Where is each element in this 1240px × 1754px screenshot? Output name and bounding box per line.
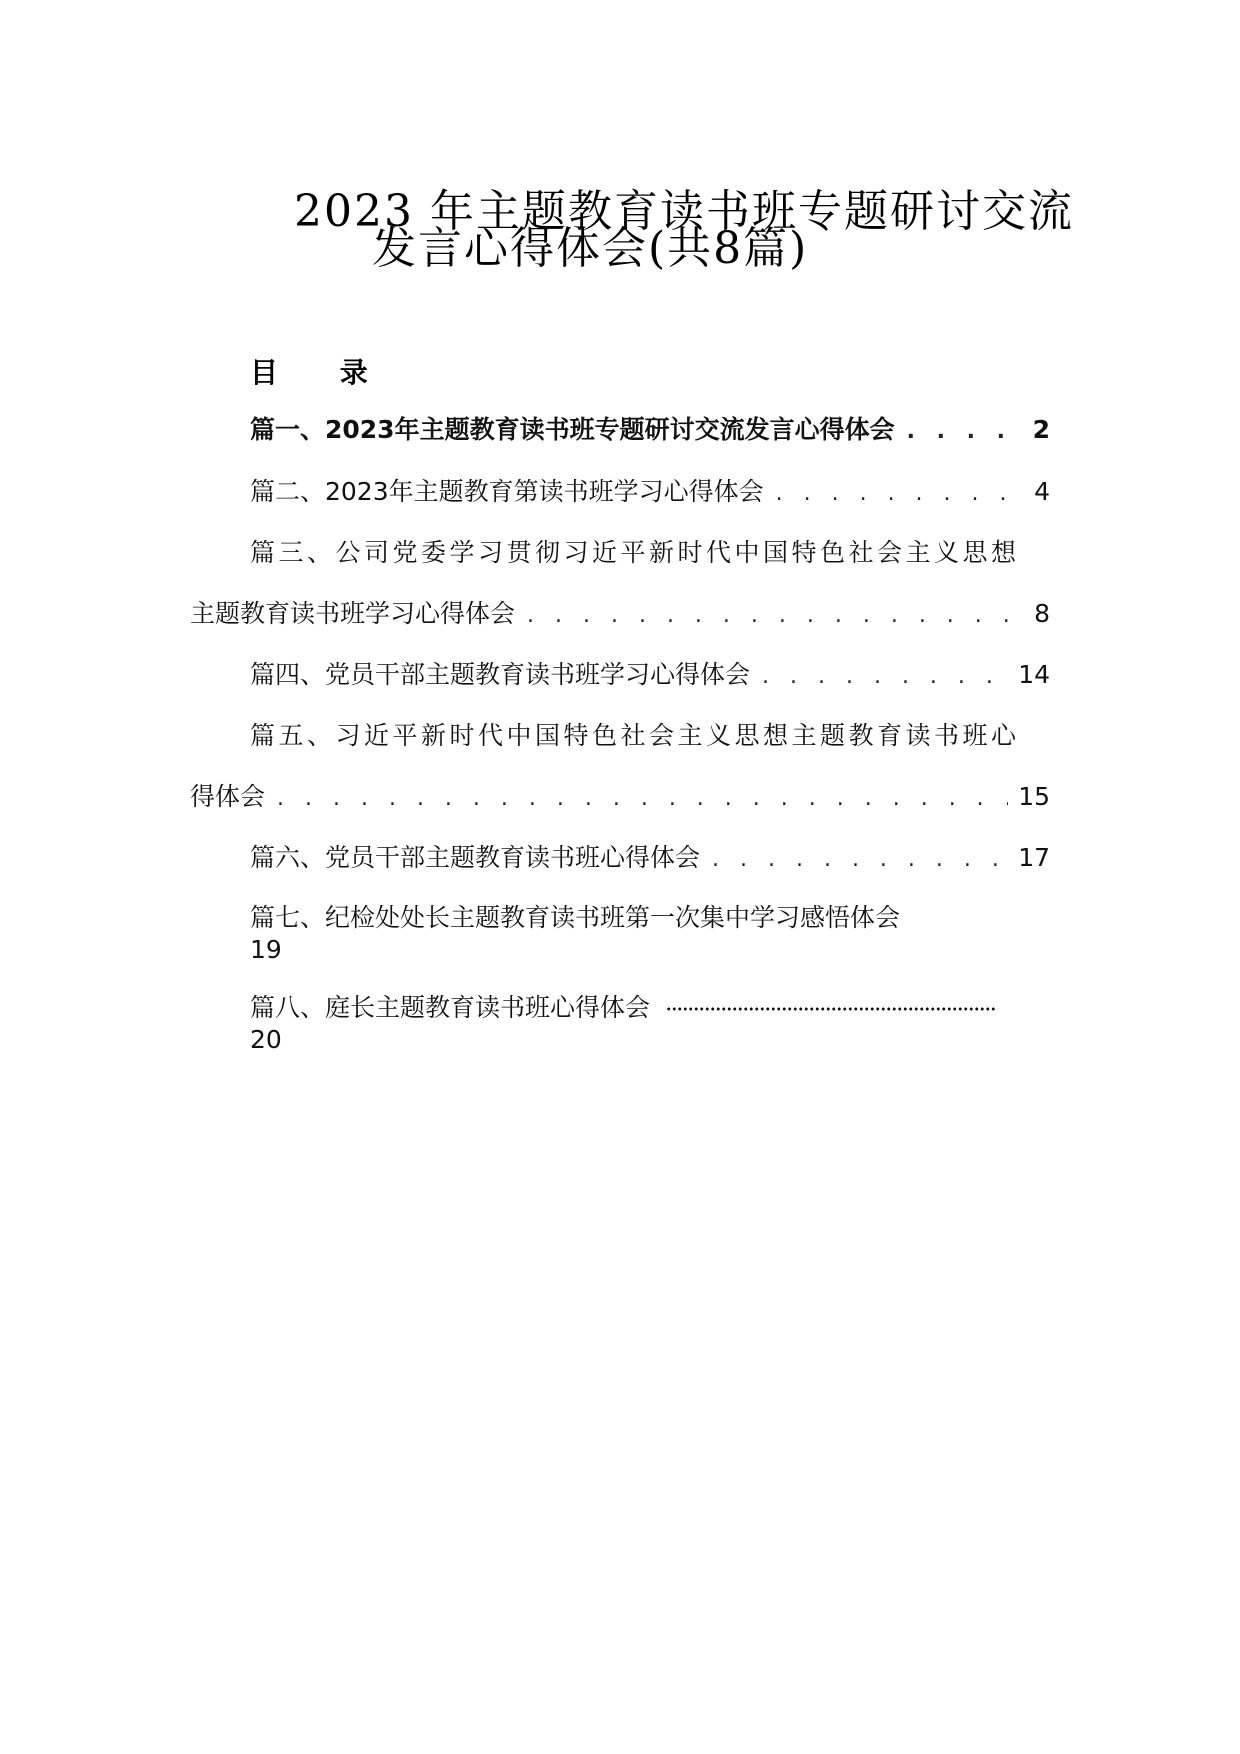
- toc-entry-text: 得体会: [190, 782, 266, 811]
- toc-entry-page: 8: [1034, 599, 1050, 628]
- toc-entry-text: 篇四、党员干部主题教育读书班学习心得体会: [250, 660, 751, 689]
- toc-entry-text: 篇六、党员干部主题教育读书班心得体会: [250, 843, 701, 872]
- toc-entry-8[interactable]: [250, 993, 996, 1023]
- toc-leader-dots: [712, 845, 1008, 875]
- toc-entry-text: 篇二、2023年主题教育第读书班学习心得体会: [250, 477, 764, 506]
- toc-entry-8-page: 20: [250, 1025, 282, 1054]
- toc-heading: 目 录: [250, 356, 394, 389]
- toc-entry-page: 15: [1018, 782, 1050, 811]
- toc-entry-1[interactable]: [250, 415, 1050, 447]
- toc-leader-dots: [666, 1006, 996, 1012]
- toc-entry-7-page: 19: [250, 935, 282, 964]
- toc-leader-dots: [776, 479, 1024, 509]
- toc-entry-2[interactable]: [250, 477, 1050, 509]
- toc-entry-text: 篇一、2023年主题教育读书班专题研讨交流发言心得体会: [250, 415, 895, 444]
- toc-entry-page: 4: [1034, 477, 1050, 506]
- toc-leader-dots: [762, 662, 1008, 692]
- document-title-line-2: 发言心得体会(共8篇): [372, 223, 809, 274]
- toc-entry-text: 主题教育读书班学习心得体会: [190, 599, 516, 628]
- toc-entry-5-line-1[interactable]: 篇五、习近平新时代中国特色社会主义思想主题教育读书班心: [250, 721, 1020, 750]
- toc-entry-3-line-1[interactable]: 篇三、公司党委学习贯彻习近平新时代中国特色社会主义思想: [250, 538, 1020, 567]
- toc-entry-page: 2: [1032, 415, 1050, 444]
- toc-entry-page: 17: [1018, 843, 1050, 872]
- toc-entry-3[interactable]: [190, 599, 1050, 631]
- toc-entry-7[interactable]: 篇七、纪检处处长主题教育读书班第一次集中学习感悟体会: [250, 903, 901, 932]
- document-title-line-1: 2023 年主题教育读书班专题研讨交流: [294, 186, 1074, 237]
- toc-entry-4[interactable]: [250, 660, 1050, 692]
- toc-entry-5[interactable]: [190, 782, 1050, 814]
- toc-entry-6[interactable]: [250, 843, 1050, 875]
- toc-entry-text: 篇八、庭长主题教育读书班心得体会: [250, 993, 651, 1022]
- toc-leader-dots: [907, 417, 1023, 447]
- toc-leader-dots: [277, 784, 1008, 814]
- toc-entry-page: 14: [1018, 660, 1050, 689]
- toc-leader-dots: [527, 601, 1024, 631]
